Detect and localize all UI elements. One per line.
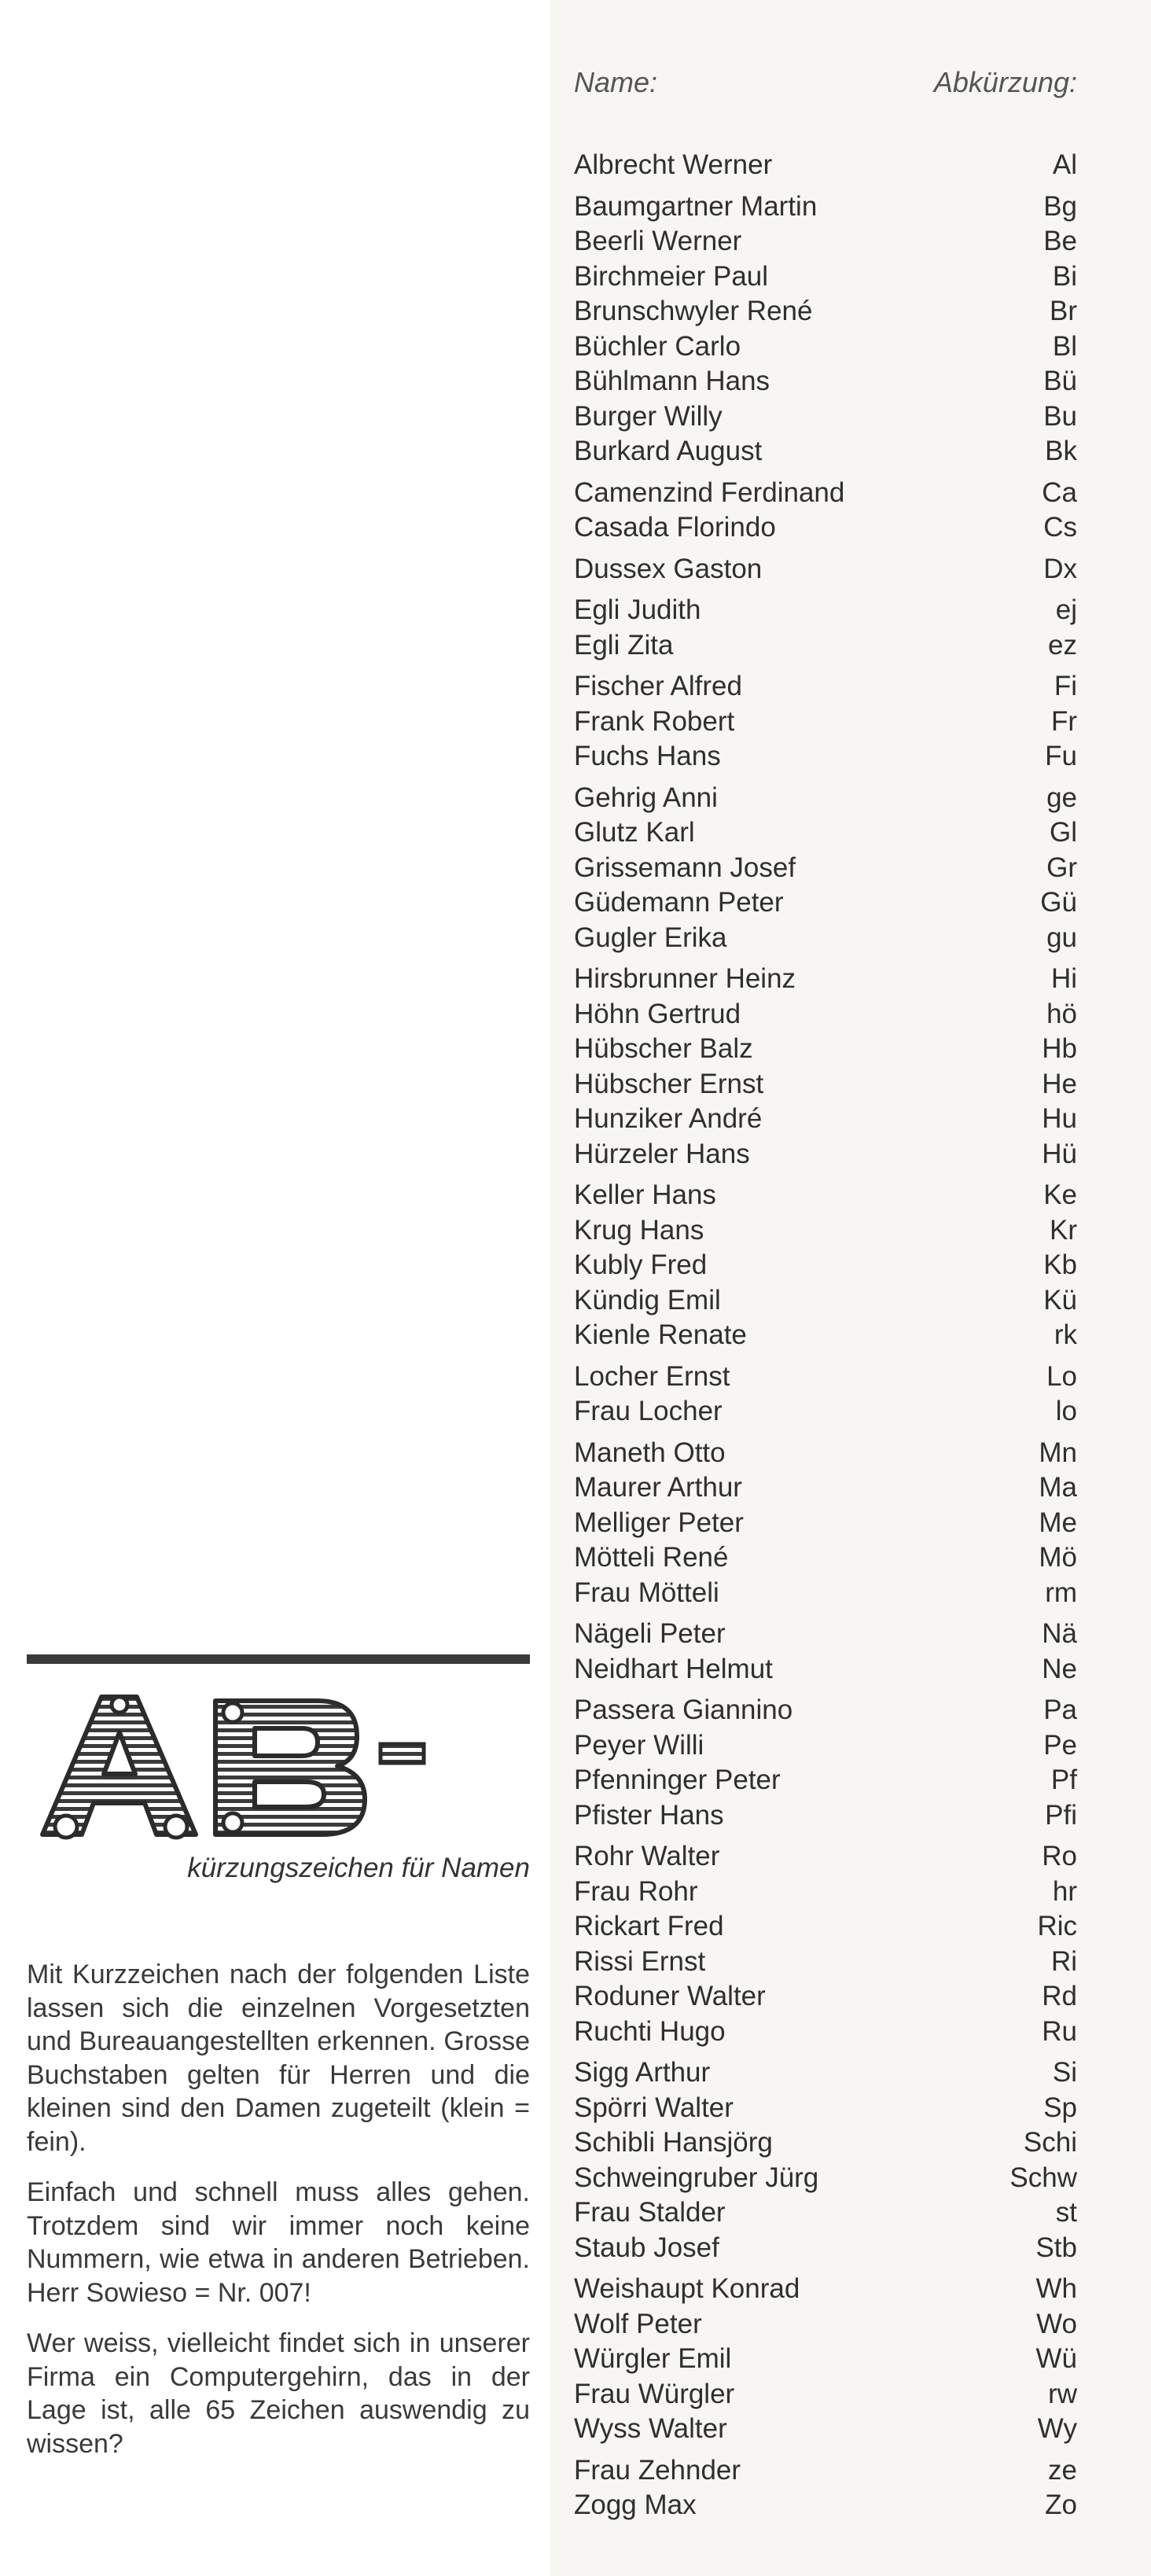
person-name: Ruchti Hugo [574,2015,726,2047]
person-name: Rissi Ernst [574,1945,706,1977]
person-name: Nägeli Peter [574,1618,726,1649]
person-name: Sigg Arthur [574,2057,711,2088]
person-name: Egli Zita [574,629,674,661]
abbreviation: gu [1046,922,1077,953]
person-name: Güdemann Peter [574,887,784,918]
person-name: Neidhart Helmut [574,1653,773,1684]
person-name: Locher Ernst [574,1360,730,1392]
person-name: Frau Mötteli [574,1577,719,1608]
person-name: Dussex Gaston [574,553,763,584]
list-row [574,2488,1077,2523]
list-row [574,1763,1077,1798]
abbreviation: rw [1048,2378,1077,2409]
list-row [574,1394,1077,1430]
list-row [574,851,1077,886]
person-name: Frau Rohr [574,1875,698,1907]
abbreviation: Hu [1042,1103,1077,1134]
abbreviation: ej [1055,594,1077,625]
person-name: Egli Judith [574,594,701,625]
list-row [574,1652,1077,1687]
person-name: Keller Hans [574,1179,716,1210]
person-name: Maurer Arthur [574,1472,742,1503]
person-name: Burger Willy [574,400,723,432]
person-name: Krug Hans [574,1214,704,1246]
abbreviation: Cs [1043,512,1077,543]
list-row [574,1728,1077,1764]
abbreviation: Ric [1037,1911,1077,1941]
abbreviation: He [1042,1068,1077,1099]
list-row [574,885,1077,921]
abbreviation: Bg [1043,190,1077,222]
list-row [574,593,1077,628]
abbreviation: rk [1054,1319,1077,1350]
person-name: Grissemann Josef [574,852,796,883]
person-name: Mötteli René [574,1542,729,1573]
abbreviation: Wh [1035,2273,1077,2304]
person-name: Spörri Walter [574,2092,734,2123]
abbreviation: st [1055,2197,1077,2228]
abbreviation: Wy [1037,2413,1077,2444]
abbreviation: Bu [1043,400,1077,432]
list-row [574,259,1077,295]
person-name: Weishaupt Konrad [574,2273,800,2304]
list-row [574,2231,1077,2266]
abbreviation: Kü [1043,1284,1077,1316]
abbreviation: Me [1039,1507,1077,1538]
abbreviation: Kr [1050,1214,1077,1246]
person-name: Bühlmann Hans [574,366,770,396]
abbreviation: Ri [1050,1945,1077,1977]
list-row [574,1470,1077,1506]
list-row [574,2307,1077,2342]
list-row [574,399,1077,435]
person-name: Kienle Renate [574,1319,747,1350]
abbreviation: Hi [1050,963,1077,994]
abbreviation: Mn [1039,1437,1077,1468]
letter-group [574,2055,1077,2265]
person-name: Staub Josef [574,2232,719,2263]
abbreviation: Dx [1043,553,1077,584]
abbreviation: Pfi [1045,1799,1077,1831]
person-name: Gehrig Anni [574,782,718,813]
list-row [574,2015,1077,2050]
letter-group [574,1839,1077,2049]
list-row [574,1540,1077,1576]
list-row [574,1576,1077,1611]
abbreviation: Hü [1042,1138,1077,1169]
person-name: Frau Stalder [574,2197,726,2228]
list-row [574,148,1077,183]
abbreviation: Bl [1052,330,1077,362]
list-row [574,224,1077,259]
list-row [574,2161,1077,2196]
letter-group [574,148,1077,183]
abbreviation: Wü [1035,2343,1077,2374]
abbreviation: Gü [1040,887,1077,918]
person-name: Büchler Carlo [574,330,741,362]
abbreviation: Gr [1046,852,1077,883]
person-name: Peyer Willi [574,1729,704,1761]
letter-group [574,1360,1077,1430]
person-name: Baumgartner Martin [574,190,818,222]
list-row [574,705,1077,740]
person-name: Hürzeler Hans [574,1138,750,1169]
list-row [574,1067,1077,1102]
list-row [574,628,1077,664]
abbreviation-column-header: Abkürzung: [933,66,1077,98]
abbreviation: Wo [1036,2308,1077,2339]
person-name: Schweingruber Jürg [574,2162,819,2193]
abbreviation: Bi [1052,260,1077,292]
person-name: Roduner Walter [574,1981,766,2011]
intro-paragraph: Einfach und schnell muss alles gehen. Trotzdem sind wir immer noch keine Nummern, wie etwa in anderen Betrieben. Herr Sowieso = Nr. 007! [27,2177,530,2308]
person-name: Brunschwyler René [574,296,813,326]
abbreviation: Hb [1042,1033,1077,1064]
abbreviation: ze [1048,2454,1077,2486]
abbreviation: Ma [1039,1472,1077,1503]
intro-text [27,1958,530,2478]
list-row [574,294,1077,329]
person-name: Burkard August [574,436,763,466]
abbreviation: Nä [1042,1618,1077,1649]
abbreviation: Pe [1043,1729,1077,1761]
person-name: Hirsbrunner Heinz [574,963,796,994]
abbreviation: Schi [1023,2127,1077,2158]
abbreviation: ez [1048,629,1077,661]
list-row [574,1032,1077,1067]
person-name: Pfister Hans [574,1799,724,1831]
list-row [574,739,1077,775]
list-row [574,1283,1077,1319]
letter-group [574,1693,1077,1833]
abbreviation: hr [1052,1875,1077,1907]
abbreviation: Fu [1045,741,1077,771]
abbreviation: Gl [1050,817,1077,848]
list-row [574,921,1077,956]
list-row [574,552,1077,587]
person-name: Zogg Max [574,2490,697,2520]
letter-group [574,1178,1077,1353]
abbreviation: Mö [1039,1542,1077,1573]
letter-group [574,476,1077,546]
person-name: Würgler Emil [574,2343,732,2374]
letter-group [574,669,1077,775]
person-name: Wyss Walter [574,2413,727,2444]
list-row [574,2377,1077,2412]
list-header [574,66,1077,113]
abbreviation: Al [1052,149,1077,180]
person-name: Albrecht Werner [574,149,773,180]
list-row [574,1213,1077,1249]
abbreviation: lo [1055,1396,1077,1426]
abbreviation: Ne [1042,1653,1077,1684]
intro-paragraph: Wer weiss, vielleicht findet sich in unserer Firma ein Computergehirn, das in der Lage ist, alle 65 Zeichen auswendig zu wissen? [27,2328,530,2459]
letter-group [574,593,1077,663]
letter-group [574,2272,1077,2447]
person-name: Passera Giannino [574,1695,793,1725]
letter-group [574,1436,1077,1611]
list-row [574,1798,1077,1834]
list-row [574,1137,1077,1172]
list-row [574,2412,1077,2447]
list-row [574,2453,1077,2489]
person-name: Beerli Werner [574,226,742,256]
list-row [574,1436,1077,1471]
person-name: Camenzind Ferdinand [574,477,845,508]
person-name: Casada Florindo [574,512,776,543]
abbreviation: Stb [1035,2232,1077,2263]
list-row [574,2342,1077,2377]
list-row [574,1360,1077,1395]
list-row [574,1617,1077,1652]
person-name: Schibli Hansjörg [574,2127,773,2158]
person-name: Wolf Peter [574,2308,702,2339]
abbreviation: Ro [1042,1841,1077,1871]
abbreviation: Rd [1042,1981,1077,2011]
abbreviation: Be [1043,226,1077,256]
abbreviation: Bü [1043,366,1077,396]
person-name: Glutz Karl [574,817,695,848]
person-name: Rickart Fred [574,1911,724,1941]
list-row [574,329,1077,365]
abbreviation: Pf [1050,1765,1077,1795]
letter-group [574,962,1077,1172]
person-name: Melliger Peter [574,1507,744,1538]
abbreviation: Ke [1043,1179,1077,1210]
intro-paragraph: Mit Kurzzeichen nach der folgenden Liste lassen sich die einzelnen Vorgesetzten und Bureauangestellten erkennen. Grosse Buchstaben gelten für Herren und die kleinen sind den Damen zugeteilt (klein = fein). [27,1960,530,2157]
person-name: Kubly Fred [574,1249,708,1280]
list-row [574,2091,1077,2126]
abbreviation: ge [1046,782,1077,813]
person-name: Höhn Gertrud [574,998,741,1029]
letter-group [574,552,1077,587]
abbreviation: Fr [1050,705,1077,737]
divider-rule [27,1654,530,1664]
abbreviation: Schw [1009,2162,1077,2193]
letter-group [574,190,1077,469]
person-name: Pfenninger Peter [574,1765,781,1795]
abbreviation: Fi [1054,671,1077,701]
list-row [574,1875,1077,1910]
list-row [574,997,1077,1032]
abbreviation: rm [1045,1577,1077,1608]
abbreviation: Zo [1045,2490,1077,2520]
person-name: Kündig Emil [574,1284,721,1316]
list-row [574,1248,1077,1283]
name-abbreviation-list [574,148,1077,2530]
person-name: Fuchs Hans [574,741,721,771]
list-row [574,1979,1077,2015]
person-name: Frau Locher [574,1396,723,1426]
list-row [574,962,1077,997]
person-name: Fischer Alfred [574,671,742,701]
abbreviation: Pa [1043,1695,1077,1725]
list-row [574,1909,1077,1945]
list-row [574,2272,1077,2307]
list-row [574,476,1077,511]
list-row [574,364,1077,399]
list-row [574,1693,1077,1728]
person-name: Frau Zehnder [574,2454,741,2486]
list-row [574,1506,1077,1541]
abbreviation: Bk [1045,436,1077,466]
person-name: Maneth Otto [574,1437,726,1468]
abbreviation: Ru [1042,2015,1077,2047]
letter-group [574,1617,1077,1687]
list-row [574,2125,1077,2161]
list-row [574,1839,1077,1875]
list-row [574,2195,1077,2231]
list-row [574,190,1077,225]
subtitle: kürzungszeichen für Namen [187,1853,530,1883]
abbreviation: Sp [1043,2092,1077,2123]
abbreviation: Si [1052,2057,1077,2088]
person-name: Gugler Erika [574,922,727,953]
name-column-header: Name: [574,66,658,98]
abbreviation: Br [1050,296,1077,326]
person-name: Rohr Walter [574,1841,720,1871]
abbreviation: Kb [1043,1249,1077,1280]
list-row [574,1318,1077,1353]
list-row [574,1102,1077,1137]
person-name: Birchmeier Paul [574,260,769,292]
ab-logo [27,1681,436,1846]
abbreviation: hö [1046,998,1077,1029]
person-name: Hübscher Ernst [574,1068,764,1099]
list-row [574,781,1077,816]
list-row [574,815,1077,851]
list-row [574,510,1077,546]
list-row [574,1945,1077,1980]
person-name: Frau Würgler [574,2378,735,2409]
list-row [574,434,1077,469]
list-row [574,1178,1077,1213]
list-row [574,669,1077,705]
abbreviation: Ca [1042,477,1077,508]
person-name: Hübscher Balz [574,1033,753,1064]
list-row [574,2055,1077,2091]
person-name: Frank Robert [574,705,735,737]
letter-group [574,781,1077,956]
letter-group [574,2453,1077,2523]
abbreviation: Lo [1046,1360,1077,1392]
person-name: Hunziker André [574,1103,763,1134]
